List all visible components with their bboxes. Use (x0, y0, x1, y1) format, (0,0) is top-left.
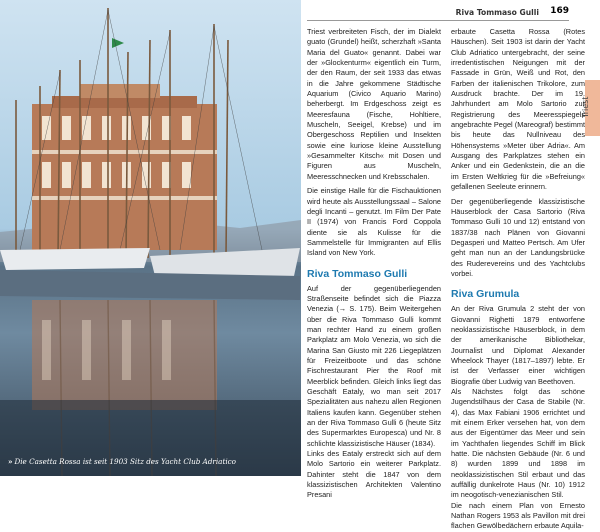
section-heading: Riva Grumula (451, 288, 520, 301)
running-title: Riva Tommaso Gulli (455, 8, 539, 17)
harbour-photo (0, 0, 301, 476)
caption-text: Die Casetta Rossa ist seit 1903 Sitz des Yacht Club Adriatico (14, 457, 236, 466)
paragraph: erbaute Casetta Rossa (Rotes Häuschen). Seit 1903 ist darin der Yacht Club Adriatico untergebracht, der seine irredentistischen Neigungen mit der Fassade in Grün, Weiß und Rot, den Farben der italienischen Trikolore, zum Ausdruck brachte. Der im 19. Jahrhundert am Molo Sartorio zur Registrierung des Meeresspiegels angebrachte Pegel (Mareograf) bestimmt bis heute das Nullniveau des Höhensystems »Meter über Adria«. Am Ausgang des Parkplatzes stehen ein Anker und ein Gedenkstein, die an die im Ersten Weltkrieg für die »Befreiung« gefallenen Seeleute erinnern. (451, 27, 585, 192)
paragraph: Die einstige Halle für die Fischauktionen wird heute als Ausstellungssaal – Salone degli Incanti – genutzt. Im Film Der Pate II (1974) von Francis Ford Coppola diente sie als Kulisse für die Sammelstelle für Immigranten auf Ellis Island von New York. (307, 186, 441, 258)
paragraph: Auf der gegenüberliegenden Straßenseite befindet sich die Piazza Venezia (→ S. 175). Beim Weitergehen über die Riva Tommaso Gulli kommt man rechter Hand zu einem großen Parkplatz am Molo Venezia, wo sich die Marina San Giusto mit 226 Liegeplätzen für Freizeitboote und das schöne Fischrestaurant Pier the Roof mit Meerblick befinden. Gleich links liegt das Geschäft Eataly, wo man seit 2017 Spezialitäten aus nahezu allen Regionen Italiens kaufen kann. Gegenüber stehen an der Riva Tommaso Gulli 6 (heute Sitz des Supermarktes Europesca) und Nr. 8 schlichte klassizistische Häuser (1834). (307, 283, 441, 448)
page-number: 169 (550, 6, 569, 16)
text-column-right (451, 27, 585, 532)
text-column-left (307, 27, 441, 501)
paragraph: Triest verbreiteten Fisch, der im Dialekt guato (Grundel) heißt, scherzhaft »Santa Maria del Guato« genannt. Dabei war der »Glockenturm« eigentlich ein Turm, der den Raum, der seit 1933 das etwas in die Jahre gekommene Städtische Aquarium (Civico Aquario Marino) beherbergt. Im Erdgeschoss zeigt es Meeresfauna (Fische, Hohltiere, Muscheln, Seeigel, Krebse) und im Obergeschoss Reptilien und Insekten sowie eine kuriose kleine Ausstellung »Gesammelter Kitsch« mit Dosen und Figuren aus Muscheln, Meeresschnecken und Krebsschalen. (307, 27, 441, 181)
photo-caption (8, 457, 236, 466)
harbour-illustration (0, 0, 301, 476)
paragraph: Die nach einem Plan von Ernesto Nathan Rogers 1953 als Pavillon mit drei flachen Gewölbedächern erbaute Aquila- (451, 500, 585, 531)
section-heading: Riva Tommaso Gulli (307, 267, 408, 280)
paragraph: An der Riva Grumula 2 steht der von Giovanni Righetti 1879 entworfene neoklassizistische Häuserblock, in dem der amerikanische Bibliothekar, Journalist und Diplomat Alexander Wheelock Thayer (1817–1897) lebte. Er ist der Verfasser einer wichtigen Biografie über Ludwig van Beethoven. (451, 304, 585, 386)
page-header (307, 0, 569, 21)
caption-arrow-icon: » (8, 457, 13, 466)
paragraph: Links des Eataly erstreckt sich auf dem Molo Sartorio ein weiterer Parkplatz. Dahinter steht die 1847 von dem klassizistischen Architekten Valentino Presani (307, 449, 441, 500)
paragraph: Als Nächstes folgt das schöne Jugendstilhaus der Casa de Stabile (Nr. 4), das Max Fabiani 1906 errichtet und mit einem Erker versehen hat, von dem aus der Eigentümer das Meer und sein im Yachthafen liegendes Schiff im Blick hatte. Die nächsten Gebäude (Nr. 6 und 8) wurden 1899 und 1898 im neoklassizistischen Stil erbaut und das auffällig dunkelrote Haus (Nr. 10) 1912 im neogotisch-venezianischen Stil. (451, 387, 585, 500)
chapter-tab-label: Triest (581, 96, 590, 118)
text-page (307, 0, 600, 531)
paragraph: Der gegenüberliegende klassizistische Häuserblock der Casa Sartorio (Riva Tommaso Gulli 10 und 12) entstand von 1837/38 nach Plänen von Giovanni Degasperi und Matteo Pertsch. Am Ufer geht man nun an der Landungsbrücke des Ruderevereins und des Yachtclubs vorbei. (451, 196, 585, 278)
